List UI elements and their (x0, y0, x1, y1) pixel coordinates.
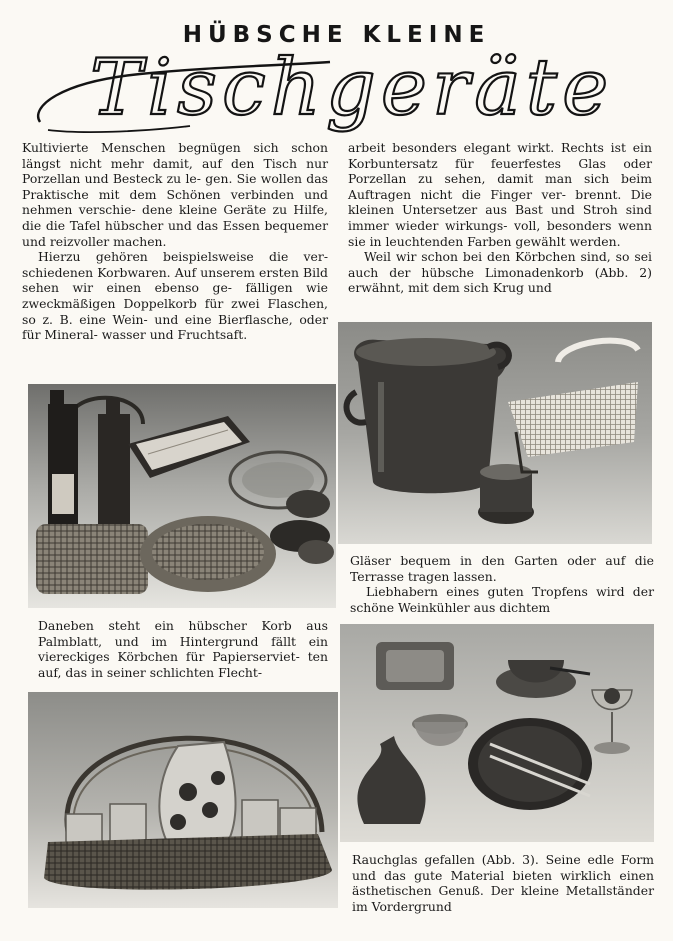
paragraph: Hierzu gehören beispielsweise die ver- schiedenen Korbwaren. Auf unserem ersten Bild sehen wir einen ebenso ge- fälligen wie zweckmäßigen Doppelkorb für zwei Flaschen, so z. B. eine Wein- und eine Bierflasche, oder für Mineral- wasser und Fruchtsaft. (22, 249, 328, 343)
article-text-right-top (348, 140, 652, 296)
photo-basketware-image (28, 384, 336, 608)
paragraph: arbeit besonders elegant wirkt. Rechts ist ein Korbuntersatz für feuerfestes Glas oder Porzellan zu sehen, damit man sich beim Auftragen nicht die Finger ver- brennt. Die kleinen Untersetzer aus Bast und Stroh sind immer wieder wirkungs- voll, besonders wenn sie in leuchtenden Farben gewählt werden. (348, 140, 652, 249)
photo-lemonade-basket (28, 692, 338, 908)
article-text-left-top (22, 140, 328, 343)
article-text-right-bottom (352, 852, 654, 914)
paragraph: Liebhabern eines guten Tropfens wird der schöne Weinkühler aus dichtem (350, 584, 654, 615)
paragraph: Rauchglas gefallen (Abb. 3). Seine edle Form und das gute Material bieten wirklich einen ästhetischen Genuß. Der kleine Metallständer im Vordergrund (352, 852, 654, 914)
article-text-left-mid (38, 618, 328, 680)
script-title-lettering (20, 52, 660, 137)
headline-script-title (20, 52, 660, 137)
paragraph: Weil wir schon bei den Körbchen sind, so sei auch der hübsche Limonadenkorb (Abb. 2) erwähnt, mit dem sich Krug und (348, 249, 652, 296)
article-text-right-mid (350, 553, 654, 615)
script-title-text: Tischgeräte (90, 52, 614, 133)
photo-lemonade-basket-image (28, 692, 338, 908)
photo-table-glassware (340, 624, 654, 842)
paragraph: Gläser bequem in den Garten oder auf die Terrasse tragen lassen. (350, 553, 654, 584)
paragraph: Kultivierte Menschen begnügen sich schon längst nicht mehr damit, auf den Tisch nur Porzellan und Besteck zu le- gen. Sie wollen das Praktische mit dem Schönen verbinden und nehmen verschie- dene kleine Geräte zu Hilfe, die die Tafel hübscher und das Essen bequemer und reizvoller machen. (22, 140, 328, 249)
photo-basketware (28, 384, 336, 608)
headline-kicker: HÜBSCHE KLEINE (182, 22, 491, 48)
paragraph: Daneben steht ein hübscher Korb aus Palmblatt, und im Hintergrund fällt ein viereckiges Körbchen für Papierserviet- ten auf, das in seiner schlichten Flecht- (38, 618, 328, 680)
photo-table-glassware-image (340, 624, 654, 842)
photo-wine-cooler (338, 322, 652, 544)
photo-wine-cooler-image (338, 322, 652, 544)
